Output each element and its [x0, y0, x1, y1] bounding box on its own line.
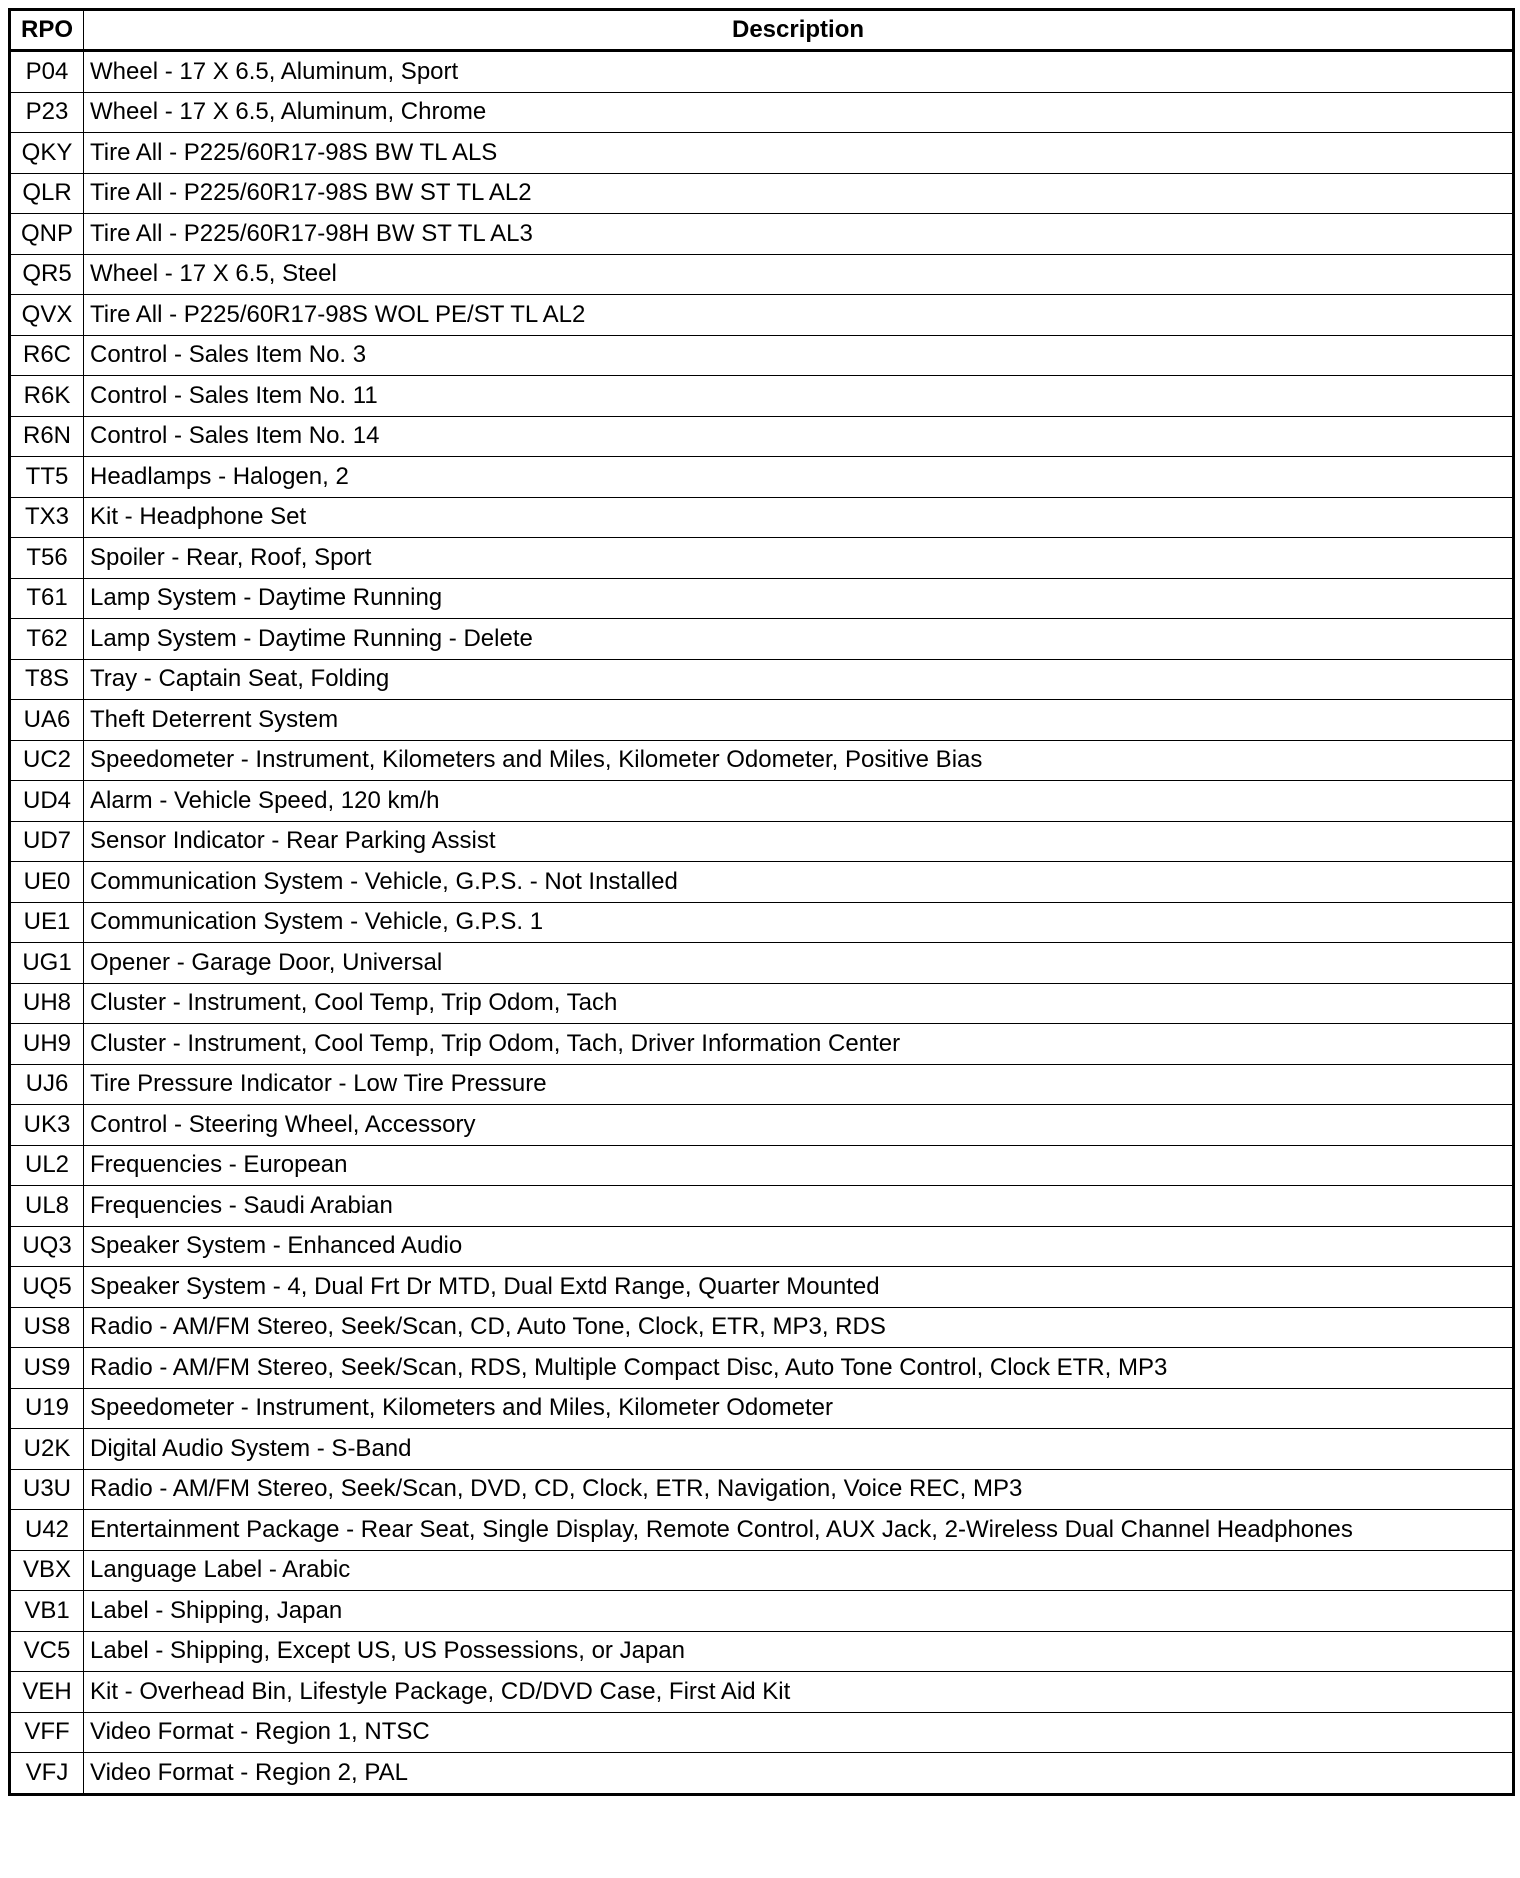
table-row [10, 295, 1514, 336]
table-row [10, 1753, 1514, 1795]
description-cell: Speedometer - Instrument, Kilometers and Miles, Kilometer Odometer [84, 1388, 1514, 1429]
rpo-code-cell: VB1 [10, 1591, 84, 1632]
description-cell: Tire All - P225/60R17-98S WOL PE/ST TL AL2 [84, 295, 1514, 336]
table-row [10, 1226, 1514, 1267]
rpo-code-cell: UE1 [10, 902, 84, 943]
description-cell: Digital Audio System - S-Band [84, 1429, 1514, 1470]
rpo-code-cell: UQ3 [10, 1226, 84, 1267]
description-cell: Theft Deterrent System [84, 700, 1514, 741]
description-cell: Tire All - P225/60R17-98S BW TL ALS [84, 133, 1514, 174]
rpo-code-cell: VC5 [10, 1631, 84, 1672]
table-row [10, 659, 1514, 700]
table-row [10, 51, 1514, 93]
rpo-code-cell: T8S [10, 659, 84, 700]
description-cell: Tray - Captain Seat, Folding [84, 659, 1514, 700]
rpo-code-cell: TX3 [10, 497, 84, 538]
rpo-code-cell: UH8 [10, 983, 84, 1024]
table-row [10, 92, 1514, 133]
description-cell: Label - Shipping, Japan [84, 1591, 1514, 1632]
rpo-code-cell: T62 [10, 619, 84, 660]
table-body [10, 51, 1514, 1795]
table-row [10, 781, 1514, 822]
description-cell: Lamp System - Daytime Running [84, 578, 1514, 619]
description-cell: Communication System - Vehicle, G.P.S. - Not Installed [84, 862, 1514, 903]
rpo-code-cell: UA6 [10, 700, 84, 741]
rpo-code-cell: T56 [10, 538, 84, 579]
rpo-code-cell: UJ6 [10, 1064, 84, 1105]
column-header-rpo: RPO [10, 10, 84, 51]
table-row [10, 1510, 1514, 1551]
description-cell: Headlamps - Halogen, 2 [84, 457, 1514, 498]
description-cell: Speedometer - Instrument, Kilometers and Miles, Kilometer Odometer, Positive Bias [84, 740, 1514, 781]
description-cell: Alarm - Vehicle Speed, 120 km/h [84, 781, 1514, 822]
rpo-code-cell: U42 [10, 1510, 84, 1551]
description-cell: Cluster - Instrument, Cool Temp, Trip Odom, Tach, Driver Information Center [84, 1024, 1514, 1065]
rpo-code-cell: UL8 [10, 1186, 84, 1227]
table-row [10, 1024, 1514, 1065]
table-row [10, 1348, 1514, 1389]
description-cell: Video Format - Region 2, PAL [84, 1753, 1514, 1795]
rpo-code-cell: QR5 [10, 254, 84, 295]
rpo-code-cell: R6K [10, 376, 84, 417]
rpo-code-cell: UD4 [10, 781, 84, 822]
table-row [10, 943, 1514, 984]
rpo-code-cell: US8 [10, 1307, 84, 1348]
description-cell: Sensor Indicator - Rear Parking Assist [84, 821, 1514, 862]
column-header-description: Description [84, 10, 1514, 51]
table-row [10, 578, 1514, 619]
description-cell: Frequencies - Saudi Arabian [84, 1186, 1514, 1227]
table-row [10, 1064, 1514, 1105]
description-cell: Speaker System - 4, Dual Frt Dr MTD, Dual Extd Range, Quarter Mounted [84, 1267, 1514, 1308]
description-cell: Opener - Garage Door, Universal [84, 943, 1514, 984]
description-cell: Communication System - Vehicle, G.P.S. 1 [84, 902, 1514, 943]
table-row [10, 821, 1514, 862]
table-row [10, 1388, 1514, 1429]
table-row [10, 1186, 1514, 1227]
table-row [10, 497, 1514, 538]
description-cell: Control - Sales Item No. 11 [84, 376, 1514, 417]
description-cell: Radio - AM/FM Stereo, Seek/Scan, DVD, CD, Clock, ETR, Navigation, Voice REC, MP3 [84, 1469, 1514, 1510]
table-row [10, 1672, 1514, 1713]
rpo-code-cell: R6N [10, 416, 84, 457]
rpo-code-cell: VBX [10, 1550, 84, 1591]
rpo-code-cell: VFF [10, 1712, 84, 1753]
rpo-code-cell: U19 [10, 1388, 84, 1429]
table-row [10, 335, 1514, 376]
description-cell: Tire All - P225/60R17-98S BW ST TL AL2 [84, 173, 1514, 214]
table-row [10, 416, 1514, 457]
rpo-code-cell: UK3 [10, 1105, 84, 1146]
table-row [10, 1145, 1514, 1186]
rpo-code-cell: P23 [10, 92, 84, 133]
rpo-code-cell: T61 [10, 578, 84, 619]
rpo-code-cell: UD7 [10, 821, 84, 862]
description-cell: Wheel - 17 X 6.5, Aluminum, Sport [84, 51, 1514, 93]
rpo-code-cell: US9 [10, 1348, 84, 1389]
table-row [10, 133, 1514, 174]
table-row [10, 1591, 1514, 1632]
rpo-code-cell: UG1 [10, 943, 84, 984]
description-cell: Tire Pressure Indicator - Low Tire Pressure [84, 1064, 1514, 1105]
description-cell: Kit - Headphone Set [84, 497, 1514, 538]
table-row [10, 538, 1514, 579]
rpo-code-cell: VFJ [10, 1753, 84, 1795]
table-row [10, 619, 1514, 660]
table-row [10, 1631, 1514, 1672]
description-cell: Lamp System - Daytime Running - Delete [84, 619, 1514, 660]
description-cell: Cluster - Instrument, Cool Temp, Trip Odom, Tach [84, 983, 1514, 1024]
table-row [10, 1550, 1514, 1591]
table-row [10, 902, 1514, 943]
description-cell: Label - Shipping, Except US, US Possessions, or Japan [84, 1631, 1514, 1672]
table-row [10, 1469, 1514, 1510]
description-cell: Radio - AM/FM Stereo, Seek/Scan, CD, Auto Tone, Clock, ETR, MP3, RDS [84, 1307, 1514, 1348]
rpo-code-cell: R6C [10, 335, 84, 376]
table-row [10, 1307, 1514, 1348]
table-row [10, 457, 1514, 498]
rpo-code-cell: UE0 [10, 862, 84, 903]
rpo-code-cell: QLR [10, 173, 84, 214]
table-row [10, 1429, 1514, 1470]
description-cell: Spoiler - Rear, Roof, Sport [84, 538, 1514, 579]
table-row [10, 1105, 1514, 1146]
description-cell: Tire All - P225/60R17-98H BW ST TL AL3 [84, 214, 1514, 255]
rpo-code-cell: UL2 [10, 1145, 84, 1186]
rpo-code-cell: UC2 [10, 740, 84, 781]
table-row [10, 173, 1514, 214]
table-row [10, 1712, 1514, 1753]
rpo-code-cell: TT5 [10, 457, 84, 498]
description-cell: Radio - AM/FM Stereo, Seek/Scan, RDS, Multiple Compact Disc, Auto Tone Control, Clock ETR, MP3 [84, 1348, 1514, 1389]
table-row [10, 214, 1514, 255]
rpo-code-cell: P04 [10, 51, 84, 93]
description-cell: Control - Sales Item No. 14 [84, 416, 1514, 457]
rpo-code-cell: UH9 [10, 1024, 84, 1065]
description-cell: Control - Steering Wheel, Accessory [84, 1105, 1514, 1146]
table-row [10, 862, 1514, 903]
rpo-table [8, 8, 1515, 1796]
table-row [10, 983, 1514, 1024]
rpo-code-cell: U2K [10, 1429, 84, 1470]
description-cell: Control - Sales Item No. 3 [84, 335, 1514, 376]
table-row [10, 254, 1514, 295]
table-header-row [10, 10, 1514, 51]
description-cell: Wheel - 17 X 6.5, Aluminum, Chrome [84, 92, 1514, 133]
description-cell: Wheel - 17 X 6.5, Steel [84, 254, 1514, 295]
rpo-code-cell: VEH [10, 1672, 84, 1713]
table-row [10, 700, 1514, 741]
rpo-code-cell: QNP [10, 214, 84, 255]
rpo-code-cell: QVX [10, 295, 84, 336]
rpo-code-cell: UQ5 [10, 1267, 84, 1308]
table-row [10, 1267, 1514, 1308]
rpo-code-cell: U3U [10, 1469, 84, 1510]
description-cell: Frequencies - European [84, 1145, 1514, 1186]
description-cell: Language Label - Arabic [84, 1550, 1514, 1591]
description-cell: Speaker System - Enhanced Audio [84, 1226, 1514, 1267]
table-row [10, 376, 1514, 417]
description-cell: Entertainment Package - Rear Seat, Single Display, Remote Control, AUX Jack, 2-Wireless Dual Channel Headphones [84, 1510, 1514, 1551]
rpo-code-sheet [8, 8, 1512, 1796]
description-cell: Video Format - Region 1, NTSC [84, 1712, 1514, 1753]
description-cell: Kit - Overhead Bin, Lifestyle Package, CD/DVD Case, First Aid Kit [84, 1672, 1514, 1713]
rpo-code-cell: QKY [10, 133, 84, 174]
table-row [10, 740, 1514, 781]
